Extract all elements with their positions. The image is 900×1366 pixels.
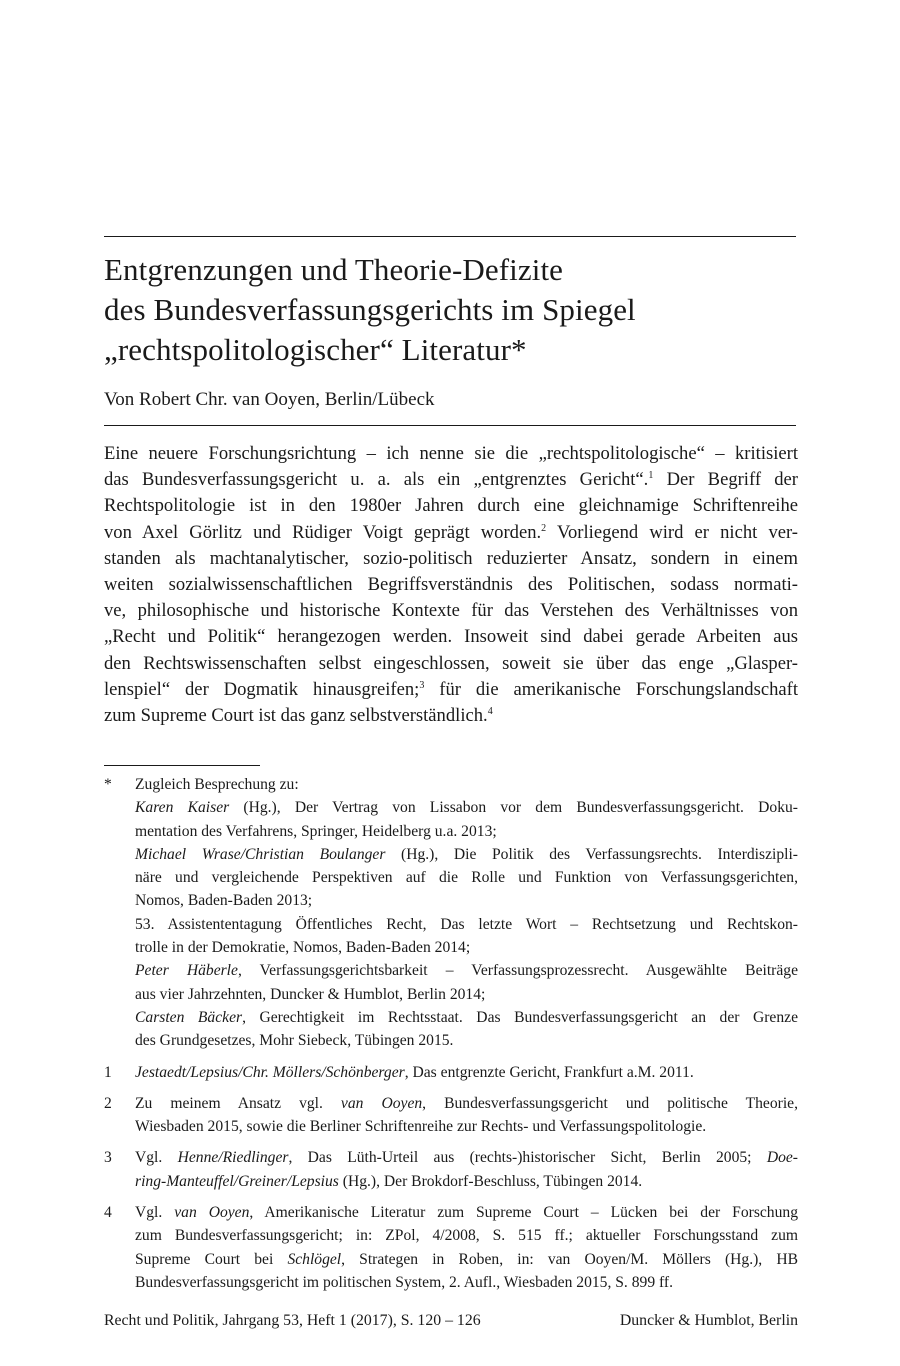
title-rule-bottom <box>104 425 796 426</box>
footnote-line: Carsten Bäcker, Gerechtigkeit im Rechtsstaat. Das Bundesverfassungsgericht an der Grenze <box>135 1008 798 1026</box>
footnote-line: Wiesbaden 2015, sowie die Berliner Schriftenreihe zur Rechts- und Verfassungspolitologie. <box>135 1118 707 1136</box>
footer-citation: Recht und Politik, Jahrgang 53, Heft 1 (2017), S. 120 – 126 <box>104 1312 481 1329</box>
footnote-mark: 2 <box>104 1094 112 1112</box>
footnote-line: näre und vergleichende Perspektiven auf die Rolle und Funktion von Verfassungsgerichten, <box>135 869 798 887</box>
footnote-line: Nomos, Baden-Baden 2013; <box>135 892 313 910</box>
footnotes <box>104 773 798 1294</box>
body-line: das Bundesverfassungsgericht u. a. als ein „entgrenztes Gericht“.$^1$ Der Begriff der <box>104 469 798 491</box>
footnote-line: Zugleich Besprechung zu: <box>135 776 299 793</box>
body-paragraph <box>104 441 798 729</box>
title-line: Entgrenzungen und Theorie-Defizite <box>104 252 564 287</box>
title-line: des Bundesverfassungsgerichts im Spiegel <box>104 292 636 327</box>
footnote-line: aus vier Jahrzehnten, Duncker & Humblot, Berlin 2014; <box>135 985 486 1003</box>
page-footer <box>104 1311 798 1331</box>
footnote-mark: 1 <box>104 1063 112 1081</box>
body-line: den Rechtswissenschaften selbst eingeschlossen, soweit sie über das enge „Glasper- <box>104 652 798 674</box>
footnote-ref[interactable]: 1 <box>648 470 654 482</box>
footnote-line: Bundesverfassungsgericht im politischen System, 2. Aufl., Wiesbaden 2015, S. 899 ff. <box>135 1273 674 1291</box>
body-line: Rechtspolitologie ist in den 1980er Jahren durch eine gleichnamige Schriftenreihe <box>104 495 798 517</box>
body-line: zum Supreme Court ist das ganz selbstverständlich.$^4$ <box>104 705 493 727</box>
footnote-ref[interactable]: 2 <box>541 522 547 534</box>
footnote-star <box>104 773 798 1053</box>
footnote-line: mentation des Verfahrens, Springer, Heidelberg u.a. 2013; <box>135 822 497 840</box>
title-rule-top <box>104 236 796 237</box>
footnote-1 <box>104 1061 798 1084</box>
footnote-mark: * <box>104 776 112 793</box>
body-line: Eine neuere Forschungsrichtung – ich nenne sie die „rechtspolitologische“ – kritisiert <box>104 443 798 464</box>
footnote-line: trolle in der Demokratie, Nomos, Baden-Baden 2014; <box>135 939 471 957</box>
footnote-line: Peter Häberle, Verfassungsgerichtsbarkeit – Verfassungsprozessrecht. Ausgewählte Beiträge <box>135 962 798 980</box>
author-line: Von Robert Chr. van Ooyen, Berlin/Lübeck <box>104 389 435 410</box>
footnote-line: Supreme Court bei Schlögel, Strategen in Roben, in: van Ooyen/M. Möllers (Hg.), HB <box>135 1250 799 1268</box>
footnote-line: Michael Wrase/Christian Boulanger (Hg.), Die Politik des Verfassungsrechts. Interdiszipli- <box>135 845 798 863</box>
footnote-line: ring-Manteuffel/Greiner/Lepsius (Hg.), Der Brokdorf-Beschluss, Tübingen 2014. <box>135 1172 643 1190</box>
article-title <box>104 250 804 370</box>
footnote-line: Karen Kaiser (Hg.), Der Vertrag von Lissabon vor dem Bundesverfassungsgericht. Doku- <box>135 799 798 817</box>
footnote-ref[interactable]: 3 <box>419 679 425 691</box>
footnote-line: des Grundgesetzes, Mohr Siebeck, Tübingen 2015. <box>135 1032 454 1050</box>
body-line: standen als machtanalytischer, sozio-politisch reduzierter Ansatz, sondern in einem <box>104 547 798 569</box>
footnote-3 <box>104 1146 798 1193</box>
footnote-separator <box>104 765 260 766</box>
body-line: von Axel Görlitz und Rüdiger Voigt geprägt worden.$^2$ Vorliegend wird er nicht ver- <box>104 521 799 543</box>
footnote-mark: 3 <box>104 1149 112 1167</box>
footnote-mark: 4 <box>104 1204 112 1222</box>
footnote-line: Jestaedt/Lepsius/Chr. Möllers/Schönberger, Das entgrenzte Gericht, Frankfurt a.M. 2011. <box>135 1063 694 1081</box>
footnote-line: 53. Assistententagung Öffentliches Recht, Das letzte Wort – Rechtsetzung und Rechtskon- <box>135 915 798 933</box>
footnote-line: Zu meinem Ansatz vgl. van Ooyen, Bundesverfassungsgericht und politische Theorie, <box>135 1094 798 1112</box>
footnote-4 <box>104 1201 798 1294</box>
footnote-line: Vgl. Henne/Riedlinger, Das Lüth-Urteil aus (rechts-)historischer Sicht, Berlin 2005; Doe- <box>135 1149 799 1167</box>
body-line: ve, philosophische und historische Kontexte für das Verstehen des Verhältnisses von <box>104 600 798 622</box>
footnote-line: zum Bundesverfassungsgericht; in: ZPol, 4/2008, S. 515 ff.; aktueller Forschungsstand zum <box>135 1227 798 1245</box>
footer-publisher: Duncker & Humblot, Berlin <box>619 1312 798 1329</box>
footnote-2 <box>104 1092 798 1139</box>
title-line: „rechtspolitologischer“ Literatur* <box>104 332 527 367</box>
footnote-ref[interactable]: 4 <box>487 706 493 718</box>
body-line: „Recht und Politik“ herangezogen werden. Insoweit sind dabei gerade Arbeiten aus <box>104 626 798 648</box>
body-line: weiten sozialwissenschaftlichen Begriffsverständnis des Politischen, sodass normati- <box>104 574 798 596</box>
body-line: lenspiel“ der Dogmatik hinausgreifen;$^3$ für die amerikanische Forschungslandschaft <box>104 678 798 700</box>
footnote-line: Vgl. van Ooyen, Amerikanische Literatur zum Supreme Court – Lücken bei der Forschung <box>135 1204 798 1222</box>
